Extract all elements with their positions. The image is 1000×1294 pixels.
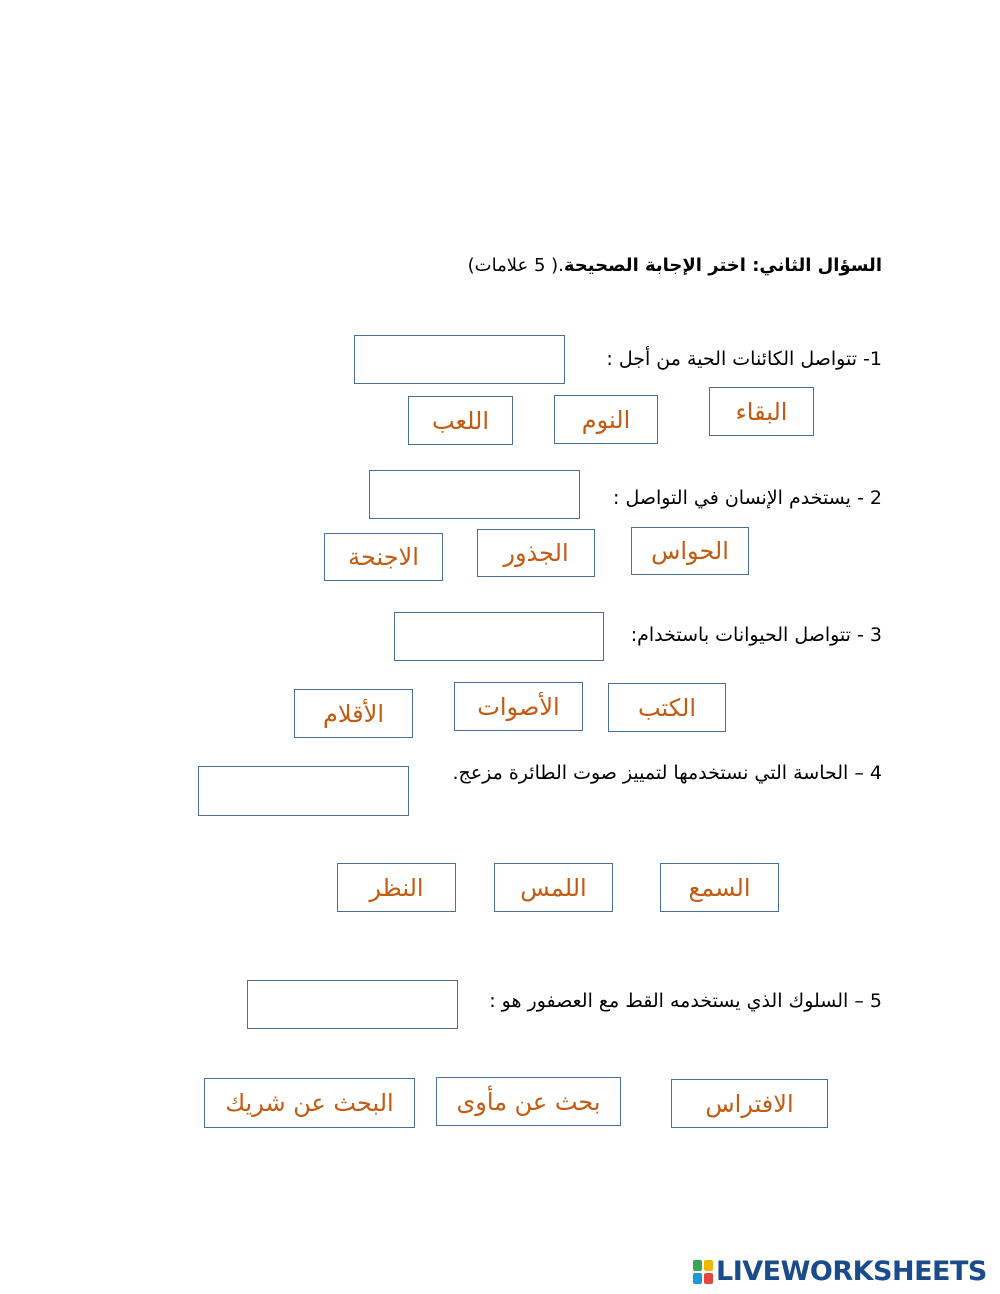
option-5-2[interactable]: بحث عن مأوى xyxy=(436,1077,621,1126)
option-5-3[interactable]: البحث عن شريك xyxy=(204,1078,415,1128)
question-1-text: 1- تتواصل الكائنات الحية من أجل : xyxy=(606,348,882,370)
question-3-text: 3 - تتواصل الحيوانات باستخدام: xyxy=(630,624,882,646)
answer-box-5[interactable] xyxy=(247,980,458,1029)
option-1-2[interactable]: النوم xyxy=(554,395,658,444)
option-2-2[interactable]: الجذور xyxy=(477,529,595,577)
answer-box-3[interactable] xyxy=(394,612,604,661)
question-title-bold: السؤال الثاني: اختر الإجابة الصحيحة xyxy=(563,255,882,276)
option-4-2[interactable]: اللمس xyxy=(494,863,613,912)
option-3-2[interactable]: الأصوات xyxy=(454,682,583,731)
option-1-1[interactable]: البقاء xyxy=(709,387,814,436)
option-1-3[interactable]: اللعب xyxy=(408,396,513,445)
question-title-marks: .( 5 علامات) xyxy=(467,255,564,276)
liveworksheets-logo xyxy=(693,1256,987,1287)
question-4-text: 4 – الحاسة التي نستخدمها لتمييز صوت الطائرة مزعج. xyxy=(452,762,882,784)
option-4-3[interactable]: النظر xyxy=(337,863,456,912)
answer-box-1[interactable] xyxy=(354,335,565,384)
option-2-1[interactable]: الحواس xyxy=(631,527,749,575)
option-2-3[interactable]: الاجنحة xyxy=(324,533,443,581)
answer-box-4[interactable] xyxy=(198,766,409,816)
answer-box-2[interactable] xyxy=(369,470,580,519)
logo-blocks-icon xyxy=(693,1260,713,1284)
logo-text: LIVEWORKSHEETS xyxy=(716,1256,987,1287)
question-2-text: 2 - يستخدم الإنسان في التواصل : xyxy=(613,487,882,509)
option-3-3[interactable]: الأقلام xyxy=(294,689,413,738)
question-title xyxy=(468,255,882,276)
option-5-1[interactable]: الافتراس xyxy=(671,1079,828,1128)
option-4-1[interactable]: السمع xyxy=(660,863,779,912)
option-3-1[interactable]: الكتب xyxy=(608,683,726,732)
question-5-text: 5 – السلوك الذي يستخدمه القط مع العصفور هو : xyxy=(489,990,882,1012)
